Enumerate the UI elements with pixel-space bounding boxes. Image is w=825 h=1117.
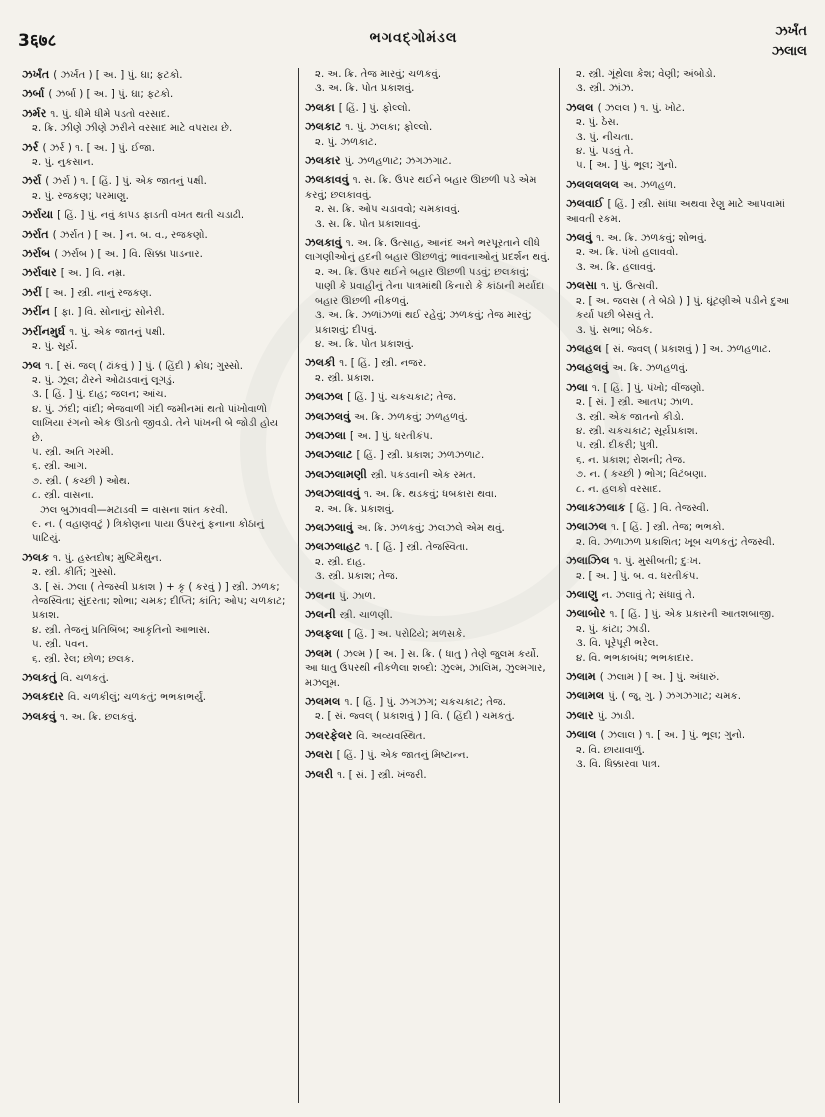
dictionary-entry (305, 647, 553, 691)
entry-sense: ૩. વિ. ધિક્કારવા પાત્ર. (576, 759, 661, 771)
entry-headword: ઝલસા (566, 279, 597, 293)
entry-sense: ૧. અ. ક્રિ. છલકવું. (60, 711, 138, 723)
entry-sense: [ અ. ] સ્ત્રી. નાનું રજકણ. (45, 287, 152, 299)
entry-sense: ૨. પું. રજકણ; પરમાણુ. (32, 190, 129, 202)
entry-sense: ૨. સ્ત્રી. ગૂંથેલા કેશ; વેણી; અંબોડો. (576, 69, 716, 80)
entry-headword: ઝલઝલ (305, 390, 344, 404)
dictionary-entry (305, 173, 553, 232)
entry-sense: ૧. [ સં. ] સ્ત્રી. ખંજરી. (337, 769, 427, 781)
entry-sense: ૫. [ અ. ] પું. ભૂલ; ગુનો. (576, 160, 678, 172)
entry-headword: ઝલાલ (566, 728, 597, 742)
entry-sense: ૪. સ્ત્રી. ચકચકાટ; સૂર્યપ્રકાશ. (576, 425, 698, 437)
column-3 (560, 68, 811, 1103)
dictionary-entry (305, 729, 553, 744)
entry-sense: ૩. [ સં. ઝલા ( તેજસ્વી પ્રકાશ ) + કૃ ( કરવું ) ] સ્ત્રી. ઝળક; તેજસ્વિતા; સુંદરતા; શોભા; ચમક; દીપ્તિ; કાંતિ; ઓપ; ચળકાટ; પ્રકાશ. (32, 581, 286, 622)
entry-sense: ૩. અ. ક્રિ. પોત પ્રકાશવું. (315, 83, 415, 95)
entry-sense: [ હિં. ] પું. એક જાતનું મિષ્ટાન્ન. (336, 750, 469, 762)
guide-words (772, 22, 807, 62)
entry-sense: ૧. [ સં. જલ્ ( ઢાંકવું ) ] પું. ( હિંદી ) ક્રોધ; ગુસ્સો. (45, 360, 244, 372)
entry-headword: ઝલાણુ (566, 588, 598, 601)
entry-headword: ઝર્રાત (22, 227, 49, 241)
dictionary-entry (566, 197, 805, 227)
dictionary-entry (22, 359, 292, 547)
entry-sense: ૧. [ હિં. ] પું. ઝગઝગ; ચકચકાટ; તેજ. (344, 697, 506, 709)
entry-sense: અ. ક્રિ. ઝળકવું; ઝળહળવું. (354, 411, 468, 423)
entry-sense: ૧. પું. ઉત્સવી. (600, 281, 659, 293)
dictionary-entry (566, 607, 805, 666)
entry-sense: ૨. [ અ. જલસ ( તે બેઠો ) ] પું. ઘૂંટણીએ પડીને દુઆ કર્યા પછી બેસવું તે. (576, 295, 790, 322)
entry-sense: ૨. સ્ત્રી. પ્રકાશ. (315, 372, 375, 384)
entry-sense: ( ઝર્બા ) [ અ. ] પું. ઘા; ફટકો. (48, 89, 174, 101)
entry-sense: ૯. ન. ( વહાણવટું ) ત્રિકોણના પાયા ઉપરનું ફનાના કોઠાનું પાટિયું. (32, 518, 265, 545)
entry-sense: ૨. ક્રિ. ઝીણે ઝીણે ઝરીને વરસાદ માટે વપરાય છે. (32, 123, 233, 135)
dictionary-entry (566, 520, 805, 550)
entry-headword: ઝલઝલા (305, 428, 347, 442)
entry-sense: ૨. [ સં. ] સ્ત્રી. આતપ; ઝાળ. (576, 397, 694, 409)
entry-sense: ૨. પું. નુકસાન. (32, 157, 94, 169)
dictionary-entry (566, 709, 805, 724)
entry-headword: ઝલઝલાવવું (305, 487, 360, 501)
entry-headword: ઝલફલા (305, 627, 344, 641)
entry-sense: ( ઝર્રાત ) [ અ. ] ન. બ. વ., રજકણો. (52, 229, 208, 241)
entry-sense: સ્ત્રી. ચાળણી. (339, 610, 393, 621)
entry-headword: ઝલ (22, 358, 42, 372)
entry-sense: ૮. ન. હલકો વરસાદ. (576, 483, 662, 495)
entry-sense: ૫. સ્ત્રી. પવન. (32, 639, 89, 651)
entry-headword: ઝરીંન (22, 305, 50, 319)
entry-sense: [ સં. જ્વલ્ ( પ્રકાશવું ) ] અ. ઝળહળાટ. (605, 343, 772, 355)
dictionary-entry (305, 410, 553, 425)
entry-headword: ઝર્રાબ (22, 247, 51, 261)
column-1 (16, 68, 298, 1103)
entry-sense: ( ઝલ્મ ) [ અ. ] સ. ક્રિ. ( ધાતુ ) તેણે જુલમ કર્યો. આ ધાતુ ઉપરથી નીકળેલા શબ્દો: ઝુલ્મ, ઝાલિમ, ઝુલ્મગાર, મઝલૂમ. (305, 648, 546, 689)
entry-sense: [ હિં. ] પું. નવું કાપડ ફાડતી વખત થતી ચડાઢી. (57, 210, 245, 222)
entry-sense: ૭. સ્ત્રી. ( કચ્છી ) ઓથ. (32, 475, 131, 487)
entry-headword: ઝલક (22, 550, 50, 564)
dictionary-entry (305, 589, 553, 604)
entry-headword: ઝલામ (566, 670, 596, 684)
entry-headword: ઝરીંનમુર્ઘ (22, 324, 66, 338)
entry-sense: સ્ત્રી. પકડવાની એક રમત. (370, 469, 476, 481)
entry-headword: ઝલાઝિલ (566, 554, 610, 568)
dictionary-entry (22, 247, 292, 262)
dictionary-entry (305, 68, 553, 97)
dictionary-entry (305, 448, 553, 463)
dictionary-entry (566, 342, 805, 357)
dictionary-entry (566, 231, 805, 275)
dictionary-entry (566, 501, 805, 516)
entry-sense: ૨. સ્ત્રી. દાહ. (315, 556, 366, 568)
entry-sense: [ હિં. ] પું. ફોલ્લો. (338, 102, 411, 114)
entry-sense: ૩. પું. નીચતા. (576, 131, 634, 143)
entry-sense: અ. ઝળહળ. (622, 179, 677, 191)
entry-sense: [ ફા. ] વિ. સોનાનું; સોનેરી. (54, 307, 165, 319)
entry-sense: ૨. [ અ. ] પું. બ. વ. ધરતીકંપ. (576, 570, 699, 582)
entry-headword: ઝલકાટ (305, 120, 342, 134)
entry-sense: ૨. વિ. ઝળાઝળ પ્રકાશિત; ખૂબ ચળકતું; તેજસ્વી. (576, 536, 775, 548)
dictionary-entry (566, 279, 805, 338)
entry-sense: ૩. સ્ત્રી. પ્રકાશ; તેજ. (315, 571, 399, 583)
entry-sense: [ હિં. ] અ. પરોઢિયે; મળસકે. (347, 629, 466, 641)
dictionary-entry (305, 487, 553, 517)
entry-sense: ૧. પું. ઝલકા; ફોલ્લો. (345, 122, 433, 134)
entry-sense: વિ. ચળકીલું; ચળકતું; ભભકાભર્યું. (67, 692, 206, 704)
entry-headword: ઝર્રાવાર (22, 266, 57, 280)
entry-headword: ઝલહલવું (566, 361, 609, 375)
entry-sense: ૩. સ્ત્રી. ઝાંઝ. (576, 83, 634, 95)
entry-sense: ૧. પું. હસ્તદોષ; મુષ્ટિમૈથુન. (53, 552, 162, 564)
entry-headword: ઝલકતું (22, 671, 57, 685)
page-title: ભગવદ્ગોમંડલ (369, 30, 458, 46)
dictionary-entry (566, 588, 805, 603)
dictionary-entry (566, 670, 805, 685)
entry-sense: પું. ઝાડી. (597, 710, 635, 722)
entry-headword: ઝલકવું (22, 709, 56, 723)
entry-headword: ઝરીં (22, 285, 42, 299)
entry-headword: ઝર્ર (22, 140, 39, 154)
page-header (16, 20, 811, 68)
dictionary-entry (305, 768, 553, 783)
entry-sense: ( ઝલામ ) [ અ. ] પું. અંધારું. (599, 672, 720, 684)
page-number: 3६७८ (18, 31, 57, 51)
entry-headword: ઝર્રા (22, 174, 42, 188)
entry-sense: ૩. સ. ક્રિ. પોત પ્રકાશાવવું. (315, 218, 421, 230)
entry-sense: ૬. ન. પ્રકાશ; રોશની; તેજ. (576, 454, 686, 466)
entry-headword: ઝલકદાર (22, 690, 64, 704)
entry-headword: ઝલકી (305, 356, 336, 370)
dictionary-entry (22, 87, 292, 102)
entry-headword: ઝલાબોર (566, 607, 606, 621)
dictionary-entry (305, 540, 553, 584)
dictionary-entry (305, 468, 553, 483)
entry-headword: ઝલકાવું (305, 236, 342, 250)
entry-sense: [ હિં. ] વિ. તેજસ્વી. (629, 502, 710, 514)
entry-sense: ( ઝર્રાબ ) [ અ. ] વિ. સિક્કા પાડનાર. (54, 249, 203, 261)
entry-headword: ઝલમલ (305, 695, 341, 709)
entry-sense: ( ઝલાલ ) ૧. [ અ. ] પું. ભૂલ; ગુનો. (600, 730, 746, 742)
entry-sense: ૩. પું. સભા; બેઠક. (576, 324, 653, 336)
entry-headword: ઝર્મર (22, 106, 47, 120)
dictionary-entry (22, 107, 292, 137)
entry-sense: ૧. [ હિં. ] સ્ત્રી. નજર. (339, 358, 427, 370)
entry-sense: ૨. પું. ઠેસ. (576, 117, 619, 129)
entry-headword: ઝલાઝલ (566, 520, 608, 534)
entry-headword: ઝલા (566, 380, 588, 394)
entry-sense: ૨. પું. ઝૂલ; ઢોરને ઓઢાડવાનું લૂગડું. (32, 374, 176, 386)
entry-sense: ૨. અ. ક્રિ. તેજ મારવું; ચળકવું. (315, 69, 442, 80)
entry-sense: ૧. [ હિં. ] સ્ત્રી. તેજ; ભભકો. (611, 522, 725, 534)
dictionary-entry (305, 748, 553, 763)
entry-headword: ઝર્ખંત (22, 68, 50, 81)
entry-sense: પું. ઝાળ. (339, 590, 376, 602)
dictionary-entry (566, 101, 805, 174)
entry-headword: ઝલાકઝલાક (566, 500, 626, 514)
entry-sense: ૪. વિ. ભભકાબંધ; ભભકાદાર. (576, 652, 694, 664)
entry-sense: વિ. અવ્યવસ્થિત. (356, 730, 426, 742)
entry-sense: ૨. અ. ક્રિ. પ્રકાશવું. (315, 503, 395, 515)
entry-sense: ૨. અ. ક્રિ. ઉપર થઈને બહાર ઊછળી પડવું; છલકાવું; પાણી કે પ્રવાહીનું તેના પાત્રમાંથી કિનારો કે કાંઠાની મર્યાદા બહાર ઊછળી નીકળવું. (315, 266, 545, 307)
entry-sense: ૭. ન. ( કચ્છી ) ભોગ; વિટંબણા. (576, 469, 707, 481)
entry-sense: ૨. સ્ત્રી. કીર્તિ; ગુસ્સો. (32, 567, 117, 579)
entry-headword: ઝલહલ (566, 341, 602, 355)
dictionary-entry (305, 695, 553, 725)
entry-sense: પું. ઝળહળાટ; ઝગઝગાટ. (344, 156, 452, 168)
entry-sense: [ હિં. ] સ્ત્રી. સાંધા અથવા રેણુ માટે આપવામાં આવતી રકમ. (566, 199, 785, 225)
dictionary-entry (305, 154, 553, 169)
entry-sense: ૩. અ. ક્રિ. ઝળાંઝળાં થઈ રહેવું; ઝળકવું; તેજ મારવું; પ્રકાશવું; દીપવું. (315, 310, 532, 336)
entry-headword: ઝલકાર (305, 154, 341, 168)
entry-sense: ૩. વિ. પૂરેપૂરી ભરેલ. (576, 638, 659, 650)
guide-word-last: ઝલાલ (771, 44, 807, 59)
entry-sense: ૧. [ હિં. ] પું. એક પ્રકારની આતશબાજી. (609, 609, 775, 621)
entry-headword: ઝલવું (566, 231, 593, 245)
dictionary-entry (566, 689, 805, 704)
entry-sense: ૨. સ. ક્રિ. ઓપ ચડાવવો; ચમકાવવું. (315, 204, 461, 216)
entry-sense: ૧. સ. ક્રિ. ઉપર થઈને બહાર ઊછળી પડે એમ કરવું; છલકાવવું. (305, 175, 537, 201)
dictionary-entry (22, 208, 292, 223)
entry-sense: ૬. સ્ત્રી. આગ. (32, 461, 88, 473)
entry-sense: ૩. [ હિં. ] પું. દાહ; જલન; આંચ. (32, 389, 167, 401)
dictionary-entry (22, 286, 292, 301)
entry-headword: ઝલઝલાહટ (305, 540, 361, 554)
entry-headword: ઝલઝલવું (305, 409, 351, 423)
dictionary-entry (305, 120, 553, 150)
entry-headword: ઝલના (305, 588, 336, 602)
dictionary-entry (566, 554, 805, 584)
dictionary-entry (22, 141, 292, 171)
dictionary-entry (22, 710, 292, 725)
entry-sense: ૧. અ. ક્રિ. ઉત્સાહ, આનંદ અને ભરપૂરતાને લીધે લાગણીઓનું હદની બહાર ઊછળવું; ભાવનાઓનું પ્રદર્શન થવું. (305, 238, 550, 264)
dictionary-entry (22, 551, 292, 667)
entry-sense: ૨. પું. ઝળકાટ. (315, 136, 378, 148)
entry-sense: ૫. સ્ત્રી. દીકરી; પુત્રી. (576, 440, 659, 452)
entry-headword: ઝલવાઈ (566, 197, 604, 211)
entry-headword: ઝલઝલામણી (305, 467, 367, 481)
entry-sense: ૪. સ્ત્રી. તેજનું પ્રતિબિંબ; આકૃતિનો આભાસ. (32, 624, 211, 636)
entry-sense: પું. ( જૂ. ગુ. ) ઝગઝગાટ; ચમક. (608, 691, 741, 703)
dictionary-entry (22, 690, 292, 705)
entry-sense: ૪. પું. પડવું તે. (576, 146, 634, 158)
dictionary-entry (22, 174, 292, 204)
entry-sense: ૪. પું. ઝંદી; વાંદી; ભેજવાળી ગંદી જમીનમાં થતો પાંખોવાળો લાખિયા રંગનો એક ઊડતો જીવડો. તેને પાંખની બે જોડી હોય છે. (32, 403, 279, 444)
dictionary-entry (566, 178, 805, 193)
entry-headword: ઝલની (305, 608, 336, 621)
entry-sense: ૧. અ. ક્રિ. ઝળકવું; શોભવું. (596, 233, 707, 245)
entry-headword: ઝલરફેલર (305, 728, 353, 742)
entry-sense: ૮. સ્ત્રી. વાસના. (32, 490, 94, 502)
guide-word-first: ઝર્ખંત (775, 24, 807, 39)
entry-sense: ૩. અ. ક્રિ. હલાવવું. (576, 261, 656, 273)
dictionary-entry (22, 305, 292, 320)
entry-sense: ( ઝર્ર ) ૧. [ અ. ] પું. ઈજા. (42, 142, 156, 154)
entry-sense: [ અ. ] પું. ધરતીકંપ. (350, 430, 433, 442)
entry-sense: ૩. સ્ત્રી. એક જાતનો કીડો. (576, 411, 685, 423)
dictionary-entry (305, 521, 553, 536)
dictionary-entry (566, 381, 805, 497)
dictionary-entry (22, 671, 292, 686)
dictionary-entry (305, 101, 553, 116)
dictionary-entry (305, 429, 553, 444)
entry-headword: ઝર્રાયા (22, 208, 54, 222)
entry-sense: [ હિં. ] પું. ચકચકાટ; તેજ. (347, 392, 457, 404)
dictionary-entry (305, 390, 553, 405)
entry-sense: ૨. પું. સૂર્ય. (32, 341, 78, 353)
dictionary-entry (566, 728, 805, 772)
dictionary-entry (22, 228, 292, 243)
entry-headword: ઝલકા (305, 100, 335, 114)
dictionary-entry (22, 266, 292, 281)
entry-sense: ૫. સ્ત્રી. અતિ ગરમી. (32, 446, 114, 458)
entry-sense: ૨. અ. ક્રિ. પંખો હલાવવો. (576, 247, 679, 259)
entry-sense: [ હિં. ] સ્ત્રી. પ્રકાશ; ઝળઝળાટ. (356, 450, 485, 462)
entry-sense: વિ. ચળકતું. (60, 673, 109, 685)
entry-sense: ૧. અ. ક્રિ. થડકવું; ધબકારા થવા. (363, 489, 498, 501)
entry-headword: ઝલરી (305, 767, 334, 781)
dictionary-entry (566, 361, 805, 376)
entry-headword: ઝલકાવવું (305, 173, 349, 187)
entry-sense: ( ઝર્રા ) ૧. [ હિં. ] પું. એક જાતનું પક્ષી. (45, 176, 207, 188)
dictionary-entry (305, 627, 553, 642)
entry-sense: અ. ક્રિ. ઝળકવું; ઝલઝલે એમ થવું. (356, 522, 505, 534)
entry-sense: ન. ઝલાવું તે; સંધાવું તે. (601, 590, 696, 601)
entry-headword: ઝલઝલાવું (305, 520, 353, 534)
columns (16, 68, 811, 1103)
entry-headword: ઝર્બા (22, 87, 45, 101)
entry-sense: ૪. અ. ક્રિ. પોત પ્રકાશવું. (315, 338, 414, 350)
entry-sense: ૧. [ હિં. ] સ્ત્રી. તેજસ્વિતા. (364, 542, 469, 554)
entry-sense: ૧. પું. એક જાતનું પક્ષી. (69, 326, 166, 338)
entry-sense: ઝલ બુઝાવવી—મટાડવી = વાસના શાંત કરવી. (40, 504, 229, 516)
entry-sense: ૨. [ સં. જ્વલ્ ( પ્રકાશવું ) ] વિ. ( હિંદી ) ચમકતું. (315, 711, 515, 723)
dictionary-entry (305, 608, 553, 623)
dictionary-entry (305, 236, 553, 352)
entry-headword: ઝલામલ (566, 689, 605, 703)
entry-sense: ૧. [ હિં. ] પું. પંખો; વીંજણો. (591, 382, 705, 394)
entry-sense: [ અ. ] વિ. નમ્ર. (60, 268, 126, 280)
entry-sense: ( ઝર્ખંત ) [ અ. ] પું. ઘા; ફટકો. (53, 70, 183, 81)
entry-sense: ૬. સ્ત્રી. રેલ; છોળ; છલક. (32, 653, 135, 665)
entry-sense: ૨. પું. કાંટા; ઝાડી. (576, 623, 651, 635)
entry-sense: ૧. પું. ધીમે ધીમે પડતો વરસાદ. (50, 108, 170, 120)
entry-headword: ઝલાર (566, 708, 594, 722)
entry-headword: ઝલલ (566, 100, 594, 114)
entry-headword: ઝલલલલલ (566, 177, 619, 191)
dictionary-entry (22, 325, 292, 355)
entry-sense: અ. ક્રિ. ઝળહળવું. (612, 363, 689, 375)
entry-sense: ૧. પું. મુસીબતી; દુઃખ. (613, 556, 702, 568)
entry-sense: ૨. વિ. છાયાવાળું. (576, 744, 645, 756)
entry-headword: ઝલરા (305, 748, 333, 762)
entry-sense: ( ઝલલ ) ૧. પું. ખોટ. (597, 102, 686, 114)
column-2 (298, 68, 560, 1103)
dictionary-entry (22, 68, 292, 83)
dictionary-entry (305, 356, 553, 386)
entry-headword: ઝલઝલાટ (305, 448, 353, 462)
entry-headword: ઝલમ (305, 646, 333, 660)
dictionary-entry (566, 68, 805, 97)
